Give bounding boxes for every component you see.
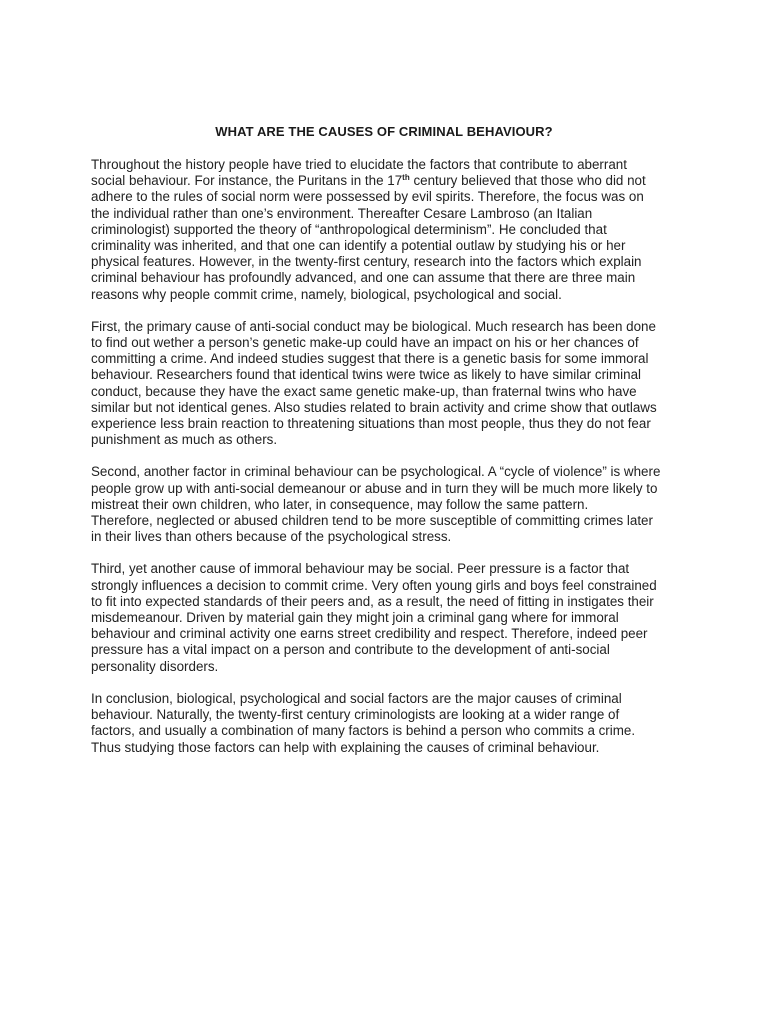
line-text: social behaviour. For instance, the Puritans in the 17 xyxy=(91,173,403,189)
paragraph-psychological xyxy=(91,464,691,545)
paragraph-line: adhere to the rules of social norm were possessed by evil spirits. Therefore, the focus was on xyxy=(91,189,644,205)
paragraph-line: strongly influences a decision to commit crime. Very often young girls and boys feel constrained xyxy=(91,577,657,593)
paragraph-line: Therefore, neglected or abused children tend to be more susceptible of committing crimes later xyxy=(91,513,653,529)
paragraph-line: conduct, because they have the exact same genetic make-up, than fraternal twins who have xyxy=(91,383,637,399)
paragraph-line: similar but not identical genes. Also studies related to brain activity and crime show that outlaws xyxy=(91,399,657,415)
paragraph-line: misdemeanour. Driven by material gain they might join a criminal gang where for immoral xyxy=(91,610,619,626)
paragraph-line: people grow up with anti-social demeanour or abuse and in turn they will be much more likely to xyxy=(91,480,658,496)
paragraph-line: behaviour and criminal activity one earns street credibility and respect. Therefore, indeed peer xyxy=(91,626,648,642)
paragraph-line: In conclusion, biological, psychological and social factors are the major causes of criminal xyxy=(91,690,622,706)
paragraph-line: behaviour. Researchers found that identical twins were twice as likely to have similar criminal xyxy=(91,367,642,383)
paragraph-social xyxy=(91,561,691,674)
paragraph-line xyxy=(91,173,691,189)
paragraph-conclusion xyxy=(91,691,691,756)
paragraph-biological xyxy=(91,319,691,449)
paragraph-line: factors, and usually a combination of many factors is behind a person who commits a crime. xyxy=(91,723,636,739)
paragraph-line: Throughout the history people have tried to elucidate the factors that contribute to aberrant xyxy=(91,157,627,172)
paragraph-line: Third, yet another cause of immoral behaviour may be social. Peer pressure is a factor that xyxy=(91,561,630,577)
line-text: century believed that those who did not xyxy=(409,173,646,189)
paragraph-line: personality disorders. xyxy=(91,658,219,674)
paragraph-line: experience less brain reaction to threatening situations than most people, thus they do not fear xyxy=(91,416,651,432)
paragraph-line: behaviour. Naturally, the twenty-first century criminologists are looking at a wider range of xyxy=(91,707,620,723)
paragraph-introduction xyxy=(91,157,691,303)
paragraph-line: mistreat their own children, who later, in consequence, may follow the same pattern. xyxy=(91,496,589,512)
document-body xyxy=(91,157,691,772)
ordinal-superscript: th xyxy=(402,173,410,183)
paragraph-line: to fit into expected standards of their peers and, as a result, the need of fitting in instigates their xyxy=(91,593,654,609)
paragraph-line: Thus studying those factors can help with explaining the causes of criminal behaviour. xyxy=(91,739,600,755)
paragraph-line: pressure has a vital impact on a person and contribute to the development of anti-social xyxy=(91,642,610,658)
paragraph-line: criminologist) supported the theory of “anthropological determinism”. He concluded that xyxy=(91,221,607,237)
paragraph-line: to find out wether a person’s genetic make-up could have an impact on his or her chances of xyxy=(91,335,639,351)
paragraph-line: the individual rather than one’s environment. Thereafter Cesare Lambroso (an Italian xyxy=(91,205,593,221)
paragraph-line: in their lives than others because of the psychological stress. xyxy=(91,529,452,545)
paragraph-line: Second, another factor in criminal behaviour can be psychological. A “cycle of violence” is where xyxy=(91,464,661,480)
paragraph-line: punishment as much as others. xyxy=(91,432,278,448)
paragraph-line: committing a crime. And indeed studies suggest that there is a genetic basis for some immoral xyxy=(91,351,649,367)
paragraph-line: physical features. However, in the twenty-first century, research into the factors which explain xyxy=(91,254,642,270)
document-title: WHAT ARE THE CAUSES OF CRIMINAL BEHAVIOUR? xyxy=(215,124,553,139)
paragraph-line: criminal behaviour has profoundly advanced, and one can assume that there are three main xyxy=(91,270,636,286)
paragraph-line: criminality was inherited, and that one can identify a potential outlaw by studying his or her xyxy=(91,238,626,254)
paragraph-line: First, the primary cause of anti-social conduct may be biological. Much research has been done xyxy=(91,318,656,334)
paragraph-line: reasons why people commit crime, namely, biological, psychological and social. xyxy=(91,286,562,302)
